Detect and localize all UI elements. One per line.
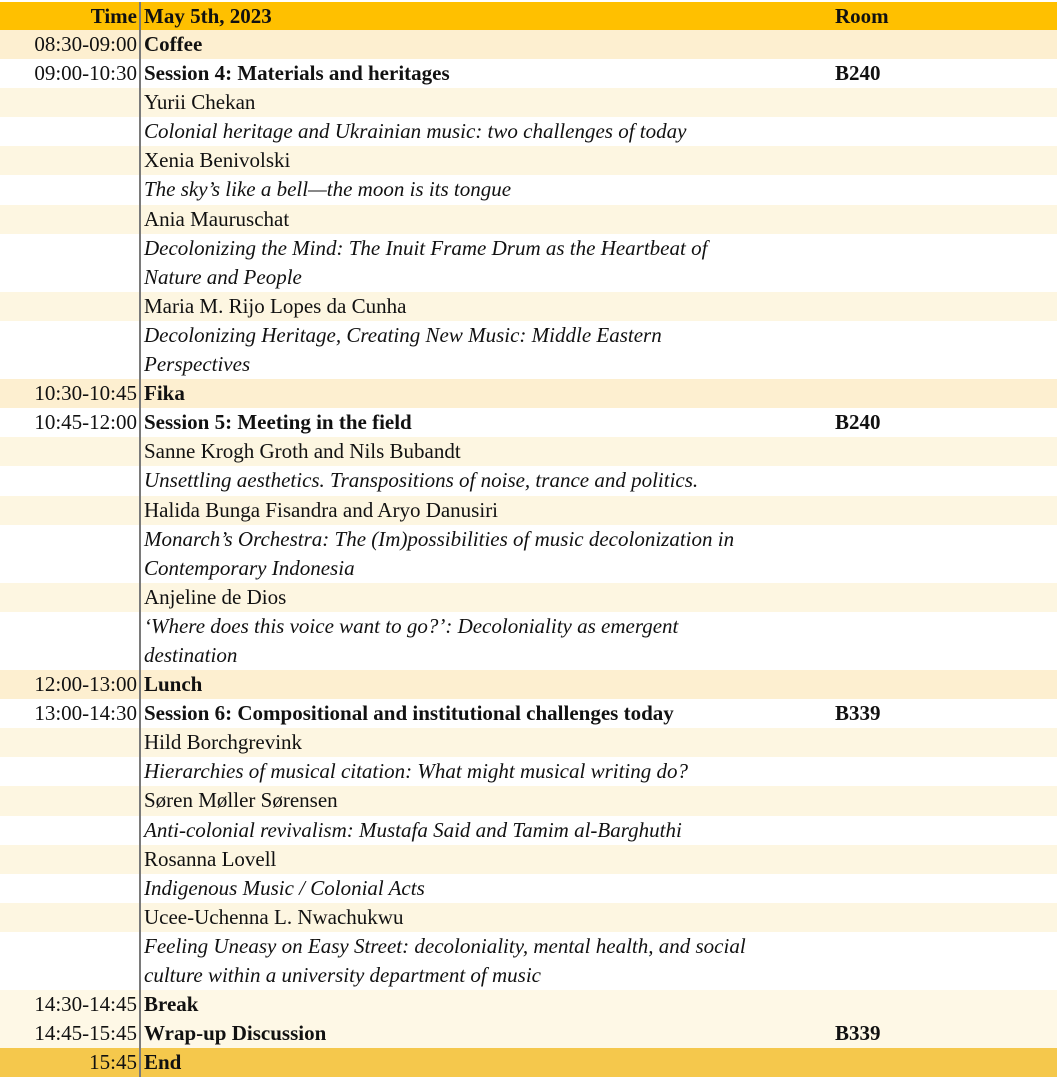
room-cell (832, 205, 1057, 234)
room-cell (832, 932, 1057, 990)
event-cell (141, 408, 832, 437)
time-cell: 14:45-15:45 (0, 1019, 141, 1048)
time-cell (0, 583, 141, 612)
event-text: Fika (144, 381, 185, 406)
session-row (0, 408, 1057, 437)
event-cell (141, 583, 832, 612)
session-row (0, 30, 1057, 59)
event-cell (141, 292, 832, 321)
event-text-continued: Nature and People (144, 264, 302, 289)
room-cell (832, 757, 1057, 786)
event-text: Unsettling aesthetics. Transpositions of noise, trance and politics. (144, 468, 699, 493)
event-cell (141, 30, 832, 59)
time-cell (0, 932, 141, 990)
room-cell (832, 117, 1057, 146)
event-cell (141, 466, 832, 495)
session-row (0, 1019, 1057, 1048)
event-text: Session 4: Materials and heritages (144, 61, 450, 86)
event-text: Session 5: Meeting in the field (144, 410, 412, 435)
room-cell (832, 612, 1057, 670)
session-row (0, 990, 1057, 1019)
event-text: Xenia Benivolski (144, 148, 291, 173)
event-cell (141, 175, 832, 204)
event-text: Colonial heritage and Ukrainian music: two challenges of today (144, 119, 687, 144)
room-cell (832, 321, 1057, 379)
event-text: Indigenous Music / Colonial Acts (144, 875, 425, 900)
event-cell (141, 117, 832, 146)
event-text: Søren Møller Sørensen (144, 788, 338, 813)
room-cell (832, 874, 1057, 903)
room-cell (832, 175, 1057, 204)
event-text: Yurii Chekan (144, 90, 256, 115)
event-cell (141, 786, 832, 815)
event-cell (141, 1019, 832, 1048)
time-cell (0, 757, 141, 786)
event-text: End (144, 1050, 182, 1075)
event-text: Ucee-Uchenna L. Nwachukwu (144, 904, 404, 929)
speaker-row (0, 496, 1057, 525)
room-cell (832, 88, 1057, 117)
speaker-row (0, 88, 1057, 117)
event-text: Hild Borchgrevink (144, 730, 303, 755)
event-text: Break (144, 992, 199, 1017)
header-room: Room (835, 4, 889, 28)
time-cell: 09:00-10:30 (0, 59, 141, 88)
talk-title-row (0, 117, 1057, 146)
time-cell (0, 437, 141, 466)
time-cell (0, 903, 141, 932)
talk-title-row (0, 757, 1057, 786)
event-text: Lunch (144, 672, 203, 697)
speaker-row (0, 786, 1057, 815)
talk-title-row (0, 321, 1057, 379)
time-cell (0, 88, 141, 117)
talk-title-row (0, 612, 1057, 670)
room-cell: B339 (835, 701, 881, 726)
event-cell (141, 437, 832, 466)
event-cell (141, 903, 832, 932)
event-cell (141, 845, 832, 874)
speaker-row (0, 728, 1057, 757)
speaker-row (0, 437, 1057, 466)
event-cell (141, 874, 832, 903)
event-text: Hierarchies of musical citation: What might musical writing do? (144, 759, 689, 784)
room-cell (832, 146, 1057, 175)
event-cell (141, 379, 832, 408)
event-text: Rosanna Lovell (144, 846, 277, 871)
event-cell (141, 932, 832, 990)
event-text: Halida Bunga Fisandra and Aryo Danusiri (144, 497, 499, 522)
event-cell (141, 816, 832, 845)
event-cell (141, 321, 832, 379)
time-cell (0, 816, 141, 845)
event-text: Session 6: Compositional and institutional challenges today (144, 701, 674, 726)
room-cell (832, 990, 1057, 1019)
room-cell (832, 816, 1057, 845)
room-cell: B240 (835, 410, 881, 435)
event-text: The sky’s like a bell—the moon is its tongue (144, 177, 512, 202)
room-cell (832, 496, 1057, 525)
session-row (0, 59, 1057, 88)
event-text: Wrap-up Discussion (144, 1021, 327, 1046)
event-cell (141, 146, 832, 175)
session-row (0, 699, 1057, 728)
time-cell: 08:30-09:00 (0, 30, 141, 59)
room-cell (832, 292, 1057, 321)
time-cell (0, 786, 141, 815)
event-cell (141, 205, 832, 234)
session-row (0, 1048, 1057, 1077)
event-cell (141, 59, 832, 88)
header-date: May 5th, 2023 (144, 4, 272, 28)
time-cell (0, 612, 141, 670)
time-cell: 14:30-14:45 (0, 990, 141, 1019)
event-cell (141, 990, 832, 1019)
speaker-row (0, 146, 1057, 175)
event-text: Decolonizing the Mind: The Inuit Frame Drum as the Heartbeat of (144, 235, 708, 260)
room-cell: B240 (835, 61, 881, 86)
time-cell: 15:45 (0, 1048, 141, 1077)
event-cell (141, 525, 832, 583)
time-cell: 12:00-13:00 (0, 670, 141, 699)
event-text: Feeling Uneasy on Easy Street: decoloniality, mental health, and social (144, 933, 746, 958)
time-cell: 13:00-14:30 (0, 699, 141, 728)
talk-title-row (0, 525, 1057, 583)
time-cell (0, 845, 141, 874)
event-cell (141, 699, 832, 728)
event-cell (141, 670, 832, 699)
event-cell (141, 88, 832, 117)
time-cell (0, 874, 141, 903)
talk-title-row (0, 932, 1057, 990)
event-text-continued: destination (144, 642, 238, 667)
session-row (0, 379, 1057, 408)
event-cell (141, 1048, 832, 1077)
time-cell (0, 234, 141, 292)
talk-title-row (0, 874, 1057, 903)
header-row (0, 2, 1057, 30)
time-cell (0, 321, 141, 379)
time-cell (0, 146, 141, 175)
event-text: Maria M. Rijo Lopes da Cunha (144, 293, 407, 318)
speaker-row (0, 292, 1057, 321)
event-text: Anti-colonial revivalism: Mustafa Said and Tamim al-Barghuthi (144, 817, 682, 842)
time-cell (0, 525, 141, 583)
time-cell (0, 292, 141, 321)
talk-title-row (0, 466, 1057, 495)
time-cell (0, 728, 141, 757)
room-cell (832, 30, 1057, 59)
time-cell (0, 496, 141, 525)
speaker-row (0, 205, 1057, 234)
event-text: ‘Where does this voice want to go?’: Decoloniality as emergent (144, 613, 679, 638)
speaker-row (0, 845, 1057, 874)
time-cell (0, 117, 141, 146)
event-text-continued: Perspectives (144, 352, 251, 377)
event-cell (141, 757, 832, 786)
event-text: Decolonizing Heritage, Creating New Music: Middle Eastern (144, 322, 662, 347)
room-cell (832, 903, 1057, 932)
event-text: Ania Mauruschat (144, 206, 290, 231)
time-cell (0, 205, 141, 234)
event-cell (141, 496, 832, 525)
room-cell (832, 845, 1057, 874)
time-cell: 10:30-10:45 (0, 379, 141, 408)
talk-title-row (0, 816, 1057, 845)
event-text-continued: culture within a university department of music (144, 963, 542, 987)
schedule-table (0, 2, 1057, 1077)
event-text: Coffee (144, 32, 203, 56)
time-cell (0, 175, 141, 204)
time-cell (0, 466, 141, 495)
event-text-continued: Contemporary Indonesia (144, 555, 355, 580)
room-cell: B339 (835, 1021, 881, 1046)
event-cell (141, 612, 832, 670)
room-cell (832, 1048, 1057, 1077)
time-cell: 10:45-12:00 (0, 408, 141, 437)
room-cell (832, 437, 1057, 466)
talk-title-row (0, 234, 1057, 292)
room-cell (832, 728, 1057, 757)
room-cell (832, 234, 1057, 292)
schedule-rows (0, 30, 1057, 1077)
room-cell (832, 525, 1057, 583)
room-cell (832, 786, 1057, 815)
event-cell (141, 728, 832, 757)
room-cell (832, 583, 1057, 612)
talk-title-row (0, 175, 1057, 204)
event-text: Monarch’s Orchestra: The (Im)possibilities of music decolonization in (144, 526, 735, 551)
room-cell (832, 379, 1057, 408)
event-text: Sanne Krogh Groth and Nils Bubandt (144, 439, 461, 464)
room-cell (832, 670, 1057, 699)
session-row (0, 670, 1057, 699)
event-text: Anjeline de Dios (144, 584, 287, 609)
event-cell (141, 234, 832, 292)
speaker-row (0, 583, 1057, 612)
speaker-row (0, 903, 1057, 932)
header-time: Time (0, 2, 141, 30)
room-cell (832, 466, 1057, 495)
